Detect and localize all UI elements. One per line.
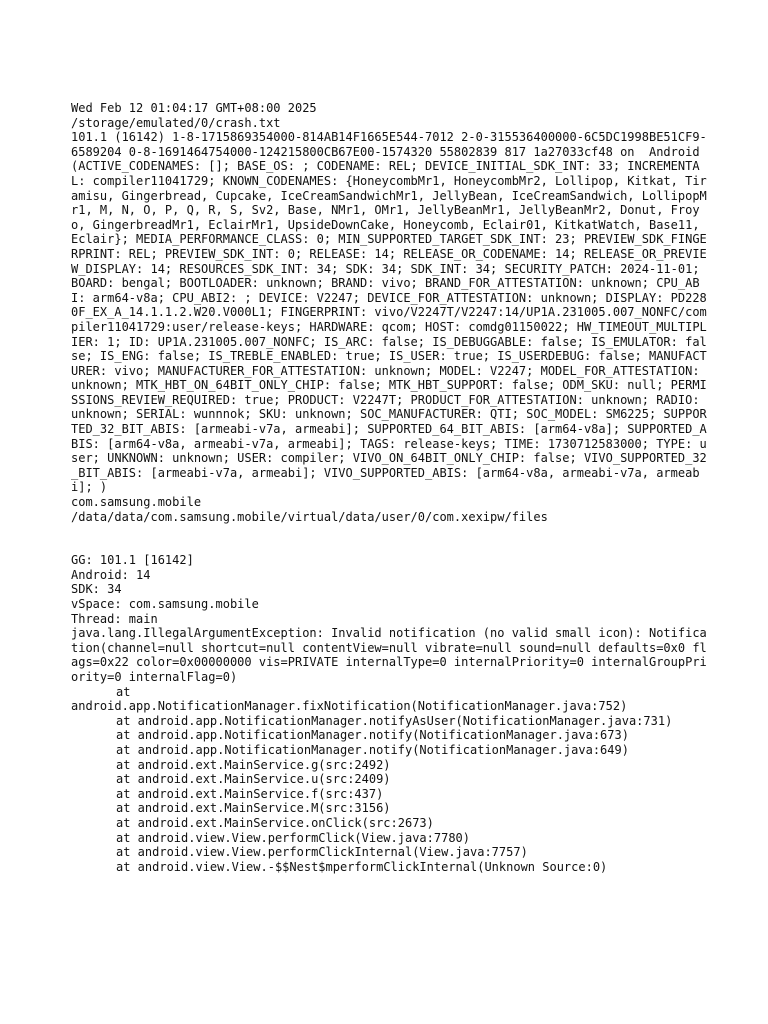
stack-frame-text: at android.app.NotificationManager.notify(NotificationManager.java:649) — [116, 742, 629, 757]
stack-frame — [71, 714, 711, 729]
stack-frame-text: at android.ext.MainService.u(src:2409) — [116, 772, 391, 787]
summary-gg: GG: 101.1 [16142] — [71, 553, 194, 568]
summary-sdk: SDK: 34 — [71, 582, 122, 597]
stack-frame — [71, 801, 711, 816]
stack-frame-text: at android.app.NotificationManager.notifyAsUser(NotificationManager.java:731) — [116, 713, 673, 728]
stack-frame — [71, 816, 711, 831]
stack-frame — [71, 772, 711, 787]
stack-frame-text: at android.view.View.performClickInternal(View.java:7757) — [116, 845, 528, 860]
stack-trace-list — [71, 714, 711, 875]
stack-frame — [71, 743, 711, 758]
crash-timestamp: Wed Feb 12 01:04:17 GMT+08:00 2025 — [71, 101, 317, 115]
stack-frame-text: at android.ext.MainService.M(src:3156) — [116, 801, 391, 816]
stack-frame — [71, 860, 711, 875]
stack-frame — [71, 845, 711, 860]
stack-frame — [71, 831, 711, 846]
stack-frame — [71, 787, 711, 802]
files-path: /data/data/com.samsung.mobile/virtual/data/user/0/com.xexipw/files — [71, 509, 548, 524]
stack-frame-text: at android.ext.MainService.f(src:437) — [116, 786, 384, 801]
stack-frame-at-keyword: at — [116, 684, 131, 699]
exception-message: java.lang.IllegalArgumentException: Invalid notification (no valid small icon): Notification(channel=null shortcut=null contentView=null vibrate=null sound=null defaults=0x0 flags=0x22 color=0x00000000 vis=PRIVATE internalType=0 internalPriority=0 internalGroupPriority=0 internalFlag=0) — [71, 626, 707, 684]
stack-frame-text: at android.view.View.performClick(View.java:7780) — [116, 830, 471, 845]
stack-frame-text: at android.ext.MainService.onClick(src:2673) — [116, 815, 434, 830]
stack-frame-text: at android.view.View.-$$Nest$mperformClickInternal(Unknown Source:0) — [116, 859, 608, 874]
crash-log-document — [71, 101, 711, 874]
summary-thread: Thread: main — [71, 611, 158, 626]
stack-frame-text: at android.ext.MainService.g(src:2492) — [116, 757, 391, 772]
device-info-block: 101.1 (16142) 1-8-1715869354000-814AB14F1665E544-7012 2-0-315536400000-6C5DC1998BE51CF9-6589204 0-8-1691464754000-124215800CB67E00-1574320 55802839 817 1a27033cf48 on Android(ACTIVE_CODENAMES: []; BASE_OS: ; CODENAME: REL; DEVICE_INITIAL_SDK_INT: 33; INCREMENTAL: compiler11041729; KNOWN_CODENAMES: {HoneycombMr1, HoneycombMr2, Lollipop, Kitkat, Tiramisu, Gingerbread, Cupcake, IceCreamSandwichMr1, JellyBean, IceCreamSandwich, LollipopMr1, M, N, O, P, Q, R, S, Sv2, Base, NMr1, OMr1, JellyBeanMr1, JellyBeanMr2, Donut, Froyo, GingerbreadMr1, EclairMr1, UpsideDownCake, Honeycomb, Eclair01, KitkatWatch, Base11, Eclair}; MEDIA_PERFORMANCE_CLASS: 0; MIN_SUPPORTED_TARGET_SDK_INT: 23; PREVIEW_SDK_FINGERPRINT: REL; PREVIEW_SDK_INT: 0; RELEASE: 14; RELEASE_OR_CODENAME: 14; RELEASE_OR_PREVIEW_DISPLAY: 14; RESOURCES_SDK_INT: 34; SDK: 34; SDK_INT: 34; SECURITY_PATCH: 2024-11-01; BOARD: bengal; BOOTLOADER: unknown; BRAND: vivo; BRAND_FOR_ATTESTATION: unknown; CPU_ABI: arm64-v8a; CPU_ABI2: ; DEVICE: V2247; DEVICE_FOR_ATTESTATION: unknown; DISPLAY: PD2280F_EX_A_14.1.1.2.W20.V000L1; FINGERPRINT: vivo/V2247T/V2247:14/UP1A.231005.007_NONFC/compiler11041729:user/release-keys; HARDWARE: qcom; HOST: comdg01150022; HW_TIMEOUT_MULTIPLIER: 1; ID: UP1A.231005.007_NONFC; IS_ARC: false; IS_DEBUGGABLE: false; IS_EMULATOR: false; IS_ENG: false; IS_TREBLE_ENABLED: true; IS_USER: true; IS_USERDEBUG: false; MANUFACTURER: vivo; MANUFACTURER_FOR_ATTESTATION: unknown; MODEL: V2247; MODEL_FOR_ATTESTATION: unknown; MTK_HBT_ON_64BIT_ONLY_CHIP: false; MTK_HBT_SUPPORT: false; ODM_SKU: null; PERMISSIONS_REVIEW_REQUIRED: true; PRODUCT: V2247T; PRODUCT_FOR_ATTESTATION: unknown; RADIO: unknown; SERIAL: wunnnok; SKU: unknown; SOC_MANUFACTURER: QTI; SOC_MODEL: SM6225; SUPPORTED_32_BIT_ABIS: [armeabi-v7a, armeabi]; SUPPORTED_64_BIT_ABIS: [arm64-v8a]; SUPPORTED_ABIS: [arm64-v8a, armeabi-v7a, armeabi]; TAGS: release-keys; TIME: 1730712583000; TYPE: user; UNKNOWN: unknown; USER: compiler; VIVO_ON_64BIT_ONLY_CHIP: false; VIVO_SUPPORTED_32_BIT_ABIS: [armeabi-v7a, armeabi]; VIVO_SUPPORTED_ABIS: [arm64-v8a, armeabi-v7a, armeabi]; ) — [71, 130, 707, 495]
package-name: com.samsung.mobile — [71, 495, 202, 510]
summary-android: Android: 14 — [71, 567, 151, 582]
stack-frame — [71, 728, 711, 743]
blank-gap — [71, 524, 711, 553]
stack-frame-first-at — [71, 685, 711, 700]
crash-file-path: /storage/emulated/0/crash.txt — [71, 115, 281, 130]
stack-frame — [71, 758, 711, 773]
summary-vspace: vSpace: com.samsung.mobile — [71, 597, 259, 611]
stack-frame-first-location: android.app.NotificationManager.fixNotification(NotificationManager.java:752) — [71, 699, 628, 714]
stack-frame-text: at android.app.NotificationManager.notify(NotificationManager.java:673) — [116, 728, 629, 743]
